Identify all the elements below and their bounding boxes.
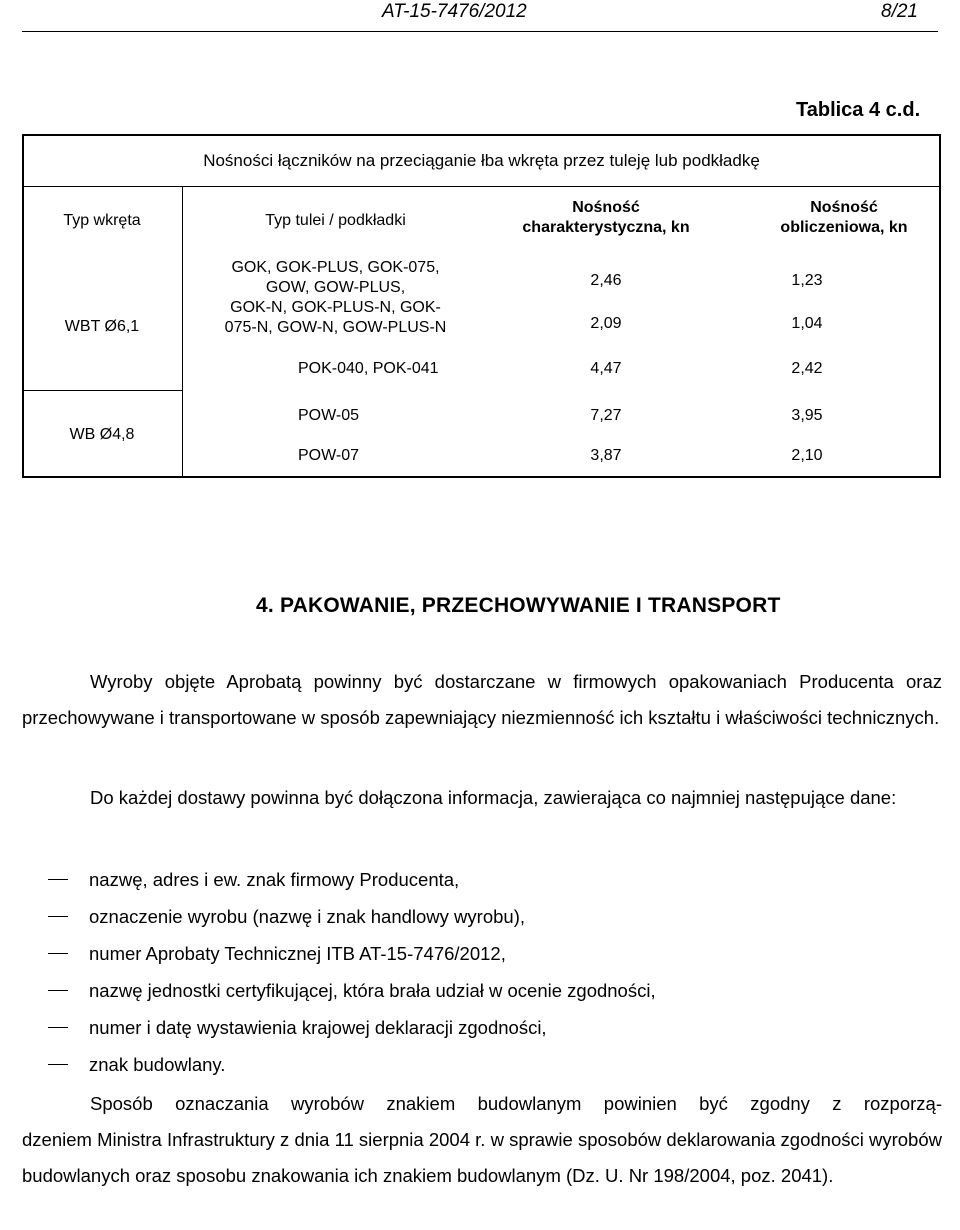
section-heading: 4. PAKOWANIE, PRZECHOWYWANIE I TRANSPORT	[256, 594, 781, 617]
list-item-text: znak budowlany.	[89, 1054, 226, 1075]
list-item-text: numer i datę wystawienia krajowej deklaracji zgodności,	[89, 1017, 547, 1038]
header-screw-type: Typ wkręta	[63, 212, 141, 229]
paragraph-text: Sposób oznaczania wyrobów znakiem budowlanym powinien być zgodny z rozporzą-	[90, 1093, 942, 1114]
table-rule-group	[22, 390, 182, 391]
paragraph-packaging	[22, 664, 942, 736]
sleeve-line: GOK, GOK-PLUS, GOK-075,	[231, 259, 440, 276]
header-calc-capacity-line2: obliczeniowa, kn	[780, 219, 908, 236]
value-char: 3,87	[590, 447, 622, 464]
header-char-capacity	[488, 198, 724, 238]
sleeve-pok: POK-040, POK-041	[298, 360, 439, 377]
value-char: 7,27	[590, 407, 622, 424]
table-caption: Tablica 4 c.d.	[796, 99, 921, 121]
header-calc-capacity-line1: Nośność	[810, 199, 878, 216]
screw-wbt: WBT Ø6,1	[64, 318, 140, 335]
dash-marker	[48, 916, 68, 917]
paragraph-text: Do każdej dostawy powinna być dołączona informacja, zawierająca co najmniej następujące dane:	[90, 787, 897, 808]
value-char: 2,46	[590, 272, 622, 289]
value-calc: 2,10	[791, 447, 823, 464]
dash-marker	[48, 879, 68, 880]
value-calc: 2,42	[791, 360, 823, 377]
sleeve-line: 075-N, GOW-N, GOW-PLUS-N	[224, 319, 447, 336]
page-number: 8/21	[881, 1, 918, 22]
table-border-bottom	[22, 476, 941, 478]
header-sleeve-type: Typ tulei / podkładki	[265, 212, 406, 229]
dash-marker	[48, 990, 68, 991]
value-char: 4,47	[590, 360, 622, 377]
value-calc: 1,23	[791, 272, 823, 289]
value-calc: 3,95	[791, 407, 823, 424]
page-header	[0, 0, 960, 30]
dash-marker	[48, 1064, 68, 1065]
header-char-capacity-line1: Nośność	[572, 199, 640, 216]
table-rule-title	[22, 186, 941, 187]
paragraph-delivery-info	[22, 780, 942, 816]
paragraph-text: Wyroby objęte Aprobatą powinny być dostarczane w firmowych opakowaniach Producenta oraz przechowywane i transportowane w sposób zapewniający niezmienność ich kształtu i właściwości technicznych.	[22, 671, 942, 728]
sleeve-pow: POW-07	[298, 447, 360, 464]
header-rule	[22, 31, 938, 32]
table-border-top	[22, 134, 941, 136]
header-calc-capacity	[758, 198, 930, 238]
table-title: Nośności łączników na przeciąganie łba wkręta przez tuleję lub podkładkę	[203, 151, 760, 170]
paragraph-text: dzeniem Ministra Infrastruktury z dnia 11 sierpnia 2004 r. w sprawie sposobów deklarowania zgodności wyrobów budowlanych oraz sposobu znakowania ich znakiem budowlanym (Dz. U. Nr 198/2004, poz. 2041).	[22, 1129, 942, 1186]
dash-marker	[48, 1027, 68, 1028]
list-item-text: numer Aprobaty Technicznej ITB AT-15-7476/2012,	[89, 943, 506, 964]
value-char: 2,09	[590, 315, 622, 332]
capacity-table	[22, 134, 941, 478]
paragraph-marking-line1	[22, 1086, 942, 1122]
header-char-capacity-line2: charakterystyczna, kn	[522, 219, 690, 236]
paragraph-marking-rest	[22, 1122, 942, 1194]
sleeve-line: GOW, GOW-PLUS,	[265, 279, 406, 296]
list-item-text: nazwę jednostki certyfikującej, która brała udział w ocenie zgodności,	[89, 980, 656, 1001]
list-item-text: oznaczenie wyrobu (nazwę i znak handlowy wyrobu),	[89, 906, 525, 927]
value-calc: 1,04	[791, 315, 823, 332]
sleeve-pow: POW-05	[298, 407, 360, 424]
document-number: AT-15-7476/2012	[382, 1, 527, 22]
dash-marker	[48, 953, 68, 954]
sleeve-line: GOK-N, GOK-PLUS-N, GOK-	[230, 299, 441, 316]
list-item-text: nazwę, adres i ew. znak firmowy Producenta,	[89, 869, 460, 890]
sleeve-wbt-list	[183, 258, 488, 338]
screw-wb: WB Ø4,8	[69, 426, 135, 443]
